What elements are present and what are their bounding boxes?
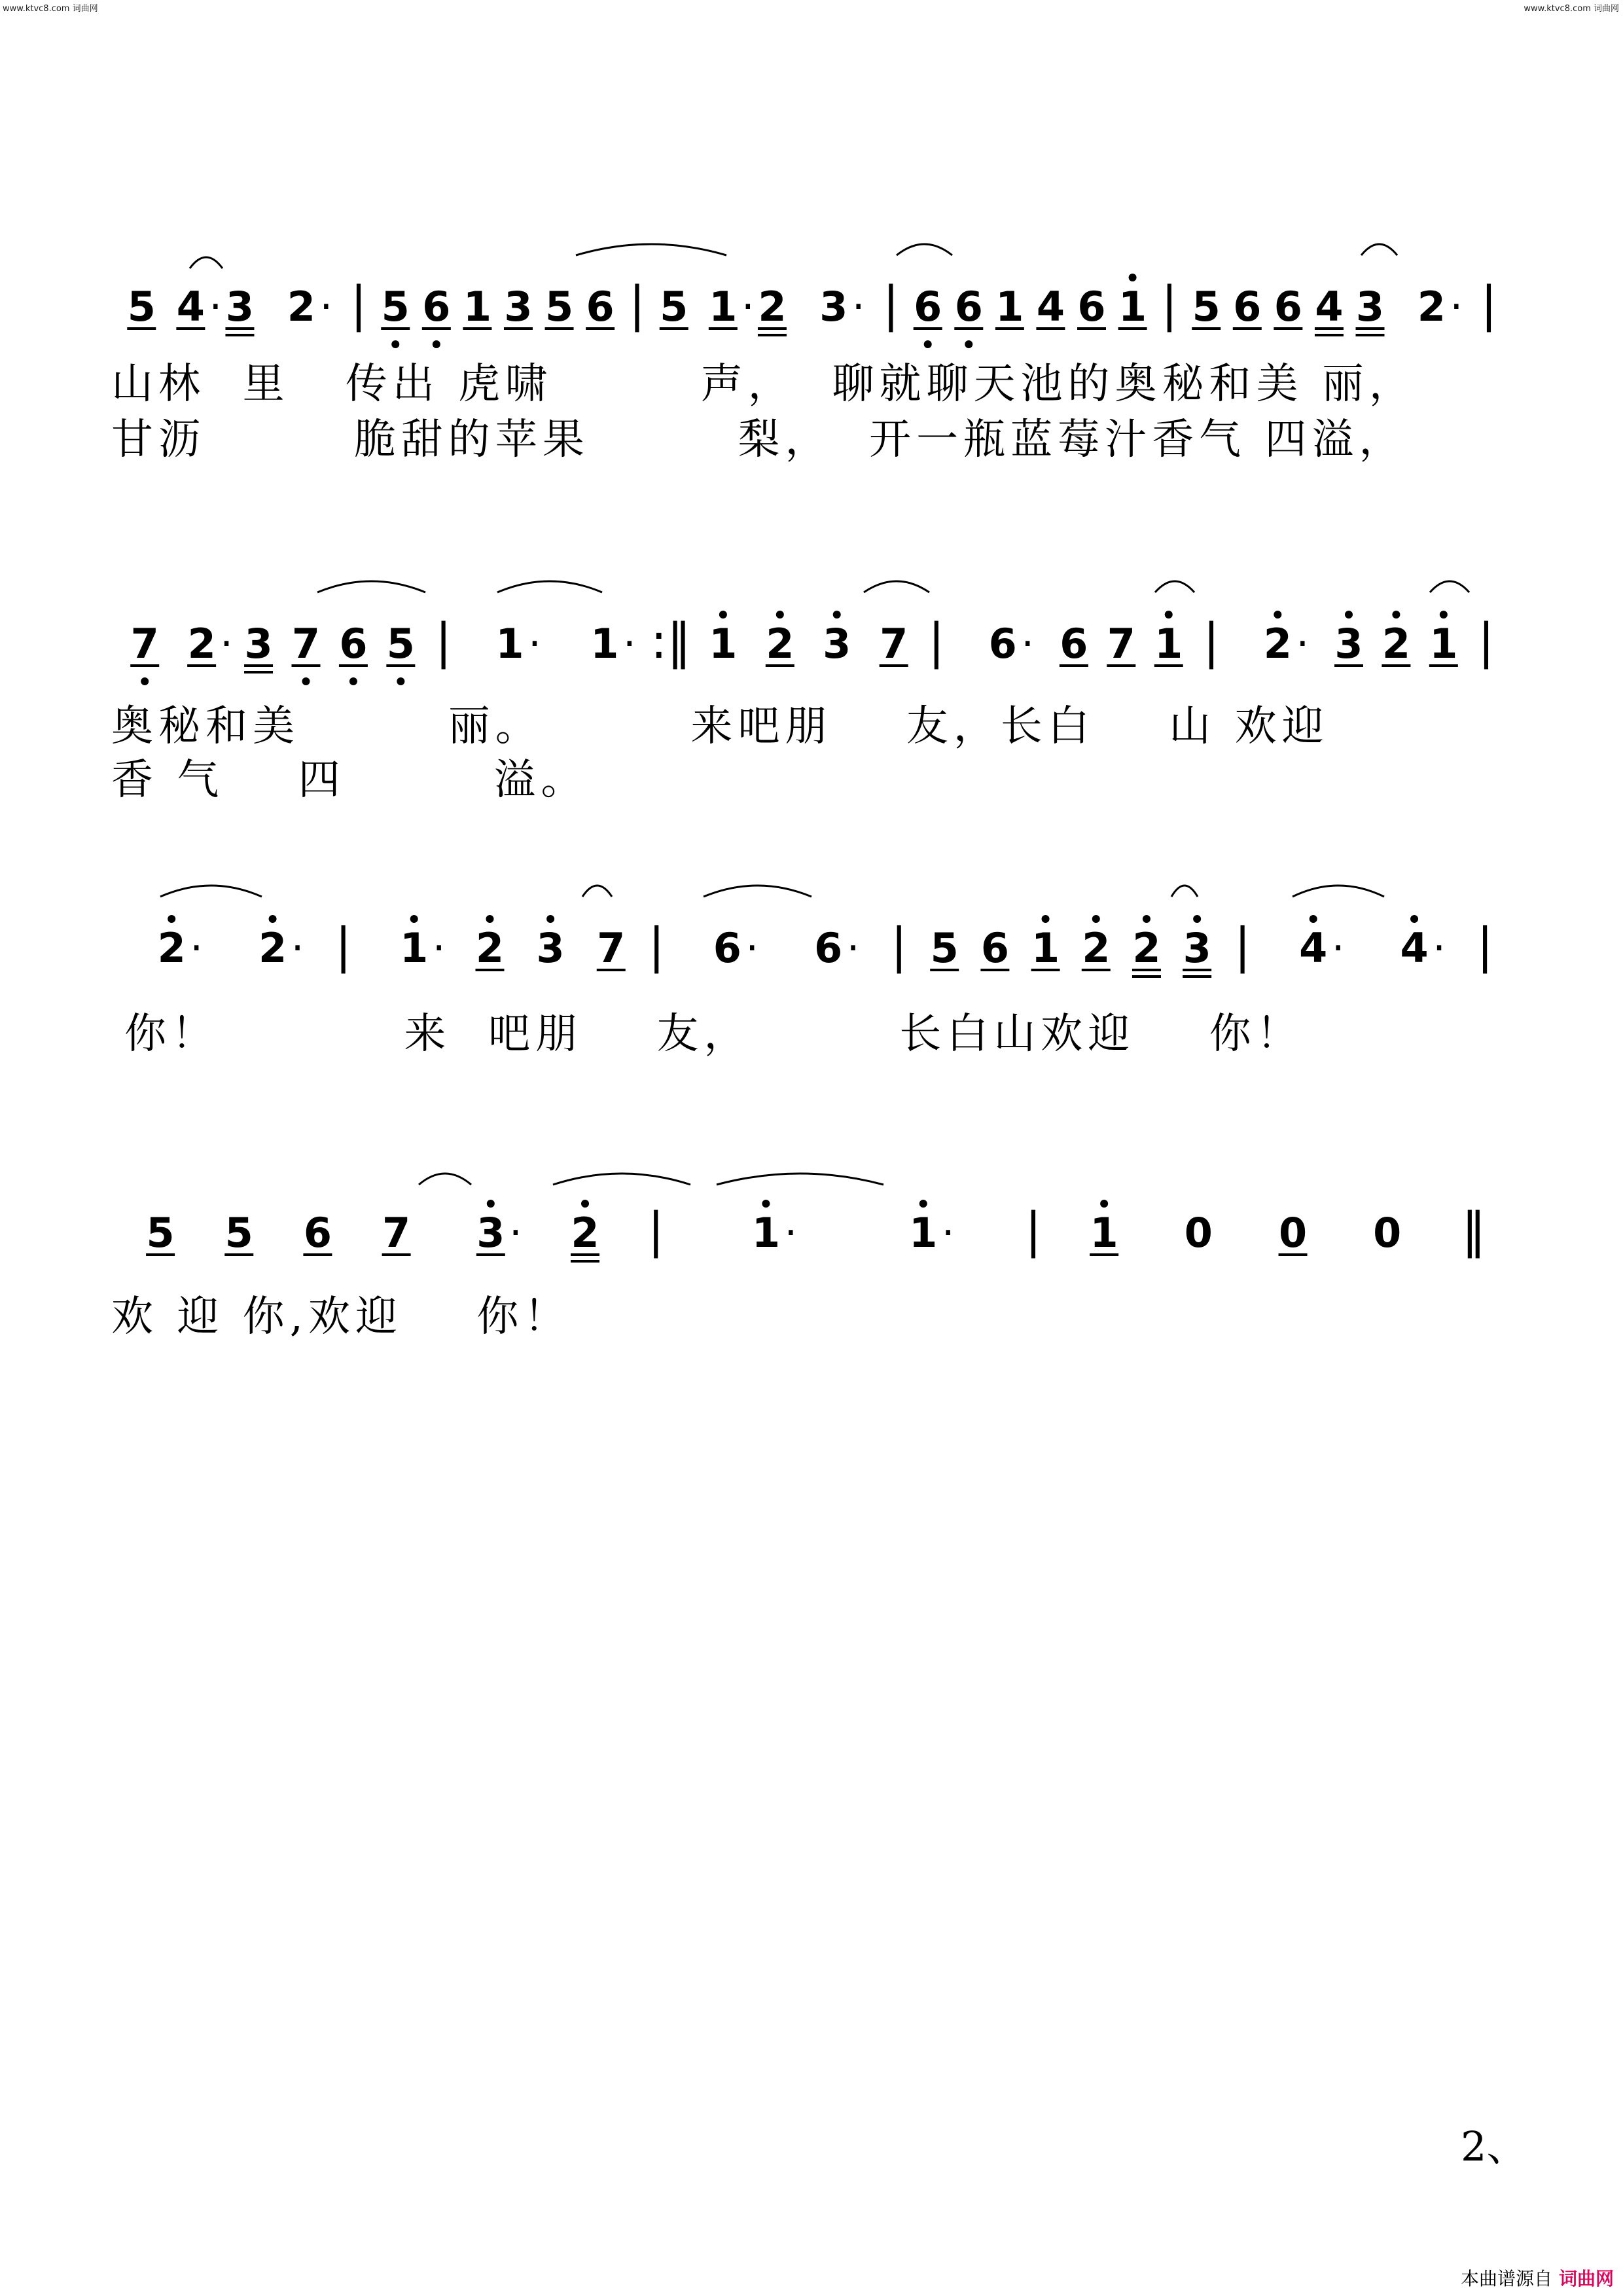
note-digit: 1 <box>590 620 619 668</box>
note-digit: 2 <box>766 620 794 668</box>
note-digit: 3 <box>476 1209 505 1257</box>
note-digit: 6 <box>1060 620 1088 668</box>
lyric-line: 欢 迎 你,欢迎 你！ <box>111 1293 571 1341</box>
note-digit: 3 <box>536 924 565 972</box>
note-digit: 6 <box>988 620 1017 668</box>
dot-duration: · <box>622 620 636 668</box>
barline: | <box>928 613 945 670</box>
barline: | <box>882 276 899 332</box>
note-digit: 2 <box>187 620 216 668</box>
note-digit: 3 <box>1355 283 1385 331</box>
note-digit: 5 <box>660 283 688 331</box>
note-digit: 4 <box>1036 283 1065 331</box>
note-digit: 2 <box>475 924 505 972</box>
note-digit: 4 <box>1400 924 1429 972</box>
note-digit: 6 <box>586 283 615 331</box>
note-digit: 7 <box>597 924 626 972</box>
dot-duration: · <box>528 620 541 668</box>
note-digit: 1 <box>495 620 524 668</box>
note-digit: 6 <box>980 924 1009 972</box>
dot-duration: · <box>319 283 333 331</box>
note-digit: 6 <box>422 283 451 331</box>
dot-duration: · <box>846 924 860 972</box>
dot-duration: · <box>941 1209 955 1257</box>
barline: | <box>1478 613 1495 670</box>
barline: | <box>1480 276 1497 332</box>
note-digit: 1 <box>1031 924 1060 972</box>
lyric-line: 香 气 四 溢。 <box>111 756 588 804</box>
note-digit: 3 <box>819 283 848 331</box>
note-digit: 1 <box>909 1209 938 1257</box>
dot-duration: · <box>190 924 204 972</box>
dot-duration: · <box>1450 283 1463 331</box>
note-digit: 3 <box>1334 620 1363 668</box>
barline: | <box>1203 613 1220 670</box>
barline: | <box>1025 1202 1042 1259</box>
dot-duration: · <box>1433 924 1446 972</box>
header-watermark-right: www.ktvc8.com 词曲网 <box>1524 4 1619 14</box>
lyric-line: 山林 里 传出 虎啸 声， 聊就聊天池的奥秘和美 丽， <box>111 360 1416 408</box>
note-digit: 1 <box>709 283 738 331</box>
footer-source <box>1461 2265 1614 2291</box>
dot-duration: · <box>784 1209 798 1257</box>
note-digit: 6 <box>303 1209 332 1257</box>
footer-site-logo: 词曲网 <box>1558 2268 1614 2289</box>
dot-duration: · <box>1296 620 1310 668</box>
barline: | <box>628 276 645 332</box>
note-digit: 6 <box>1274 283 1302 331</box>
dot-duration: · <box>1021 620 1035 668</box>
note-digit: 2 <box>1382 620 1410 668</box>
header-watermark-left: www.ktvc8.com 词曲网 <box>3 4 98 14</box>
note-digit: 5 <box>127 283 156 331</box>
page-number: 2、 <box>1461 2123 1527 2170</box>
dot-duration: · <box>745 924 759 972</box>
note-digit: 4 <box>1315 283 1344 331</box>
note-digit: 5 <box>386 620 415 668</box>
note-digit: 7 <box>880 620 908 668</box>
note-digit: 7 <box>1107 620 1135 668</box>
barline: | <box>435 613 452 670</box>
note-digit: 0 <box>1373 1209 1402 1257</box>
note-digit: 2 <box>1417 283 1446 331</box>
dot-duration: · <box>508 1209 522 1257</box>
note-digit: 5 <box>1192 283 1221 331</box>
note-digit: 5 <box>930 924 959 972</box>
note-digit: 3 <box>244 620 273 668</box>
note-digit: 1 <box>1090 1209 1118 1257</box>
note-digit: 6 <box>1077 283 1106 331</box>
dot-duration: · <box>851 283 865 331</box>
note-digit: 0 <box>1184 1209 1213 1257</box>
barline: | <box>1234 918 1251 974</box>
note-digit: 6 <box>1233 283 1262 331</box>
note-digit: 5 <box>146 1209 175 1257</box>
note-digit: 2 <box>258 924 287 972</box>
note-digit: 5 <box>544 283 574 331</box>
note-digit: 6 <box>339 620 368 668</box>
barline: | <box>648 918 665 974</box>
note-digit: 2 <box>571 1209 599 1257</box>
note-digit: 4 <box>176 283 205 331</box>
dot-duration: · <box>1331 924 1345 972</box>
note-digit: 2 <box>287 283 315 331</box>
note-digit: 2 <box>1132 924 1161 972</box>
note-digit: 3 <box>225 283 255 331</box>
note-digit: 0 <box>1278 1209 1308 1257</box>
lyric-line: 奥秘和美 丽。 来吧朋 友，长白 山 欢迎 <box>111 702 1329 751</box>
note-digit: 2 <box>758 283 787 331</box>
note-digit: 1 <box>400 924 429 972</box>
note-digit: 5 <box>224 1209 253 1257</box>
note-digit: 1 <box>1154 620 1183 668</box>
barline: | <box>1476 918 1493 974</box>
barline: | <box>350 276 367 332</box>
note-digit: 1 <box>709 620 738 668</box>
dot-duration: · <box>741 283 755 331</box>
dot-duration: · <box>209 283 223 331</box>
dot-duration: · <box>432 924 446 972</box>
note-digit: 4 <box>1299 924 1328 972</box>
note-digit: 1 <box>1429 620 1458 668</box>
lyric-line: 你！ 来 吧朋 友， 长白山欢迎 你！ <box>124 1010 1304 1058</box>
note-digit: 6 <box>814 924 843 972</box>
barline: :‖ <box>651 613 692 670</box>
note-digit: 6 <box>954 283 983 331</box>
note-digit: 2 <box>1263 620 1292 668</box>
note-digit: 3 <box>823 620 851 668</box>
note-digit: 7 <box>130 620 159 668</box>
lyric-line: 甘沥 脆甜的苹果 梨， 开一瓶蓝莓汁香气 四溢， <box>111 416 1406 464</box>
note-digit: 6 <box>914 283 942 331</box>
note-digit: 7 <box>382 1209 411 1257</box>
note-digit: 3 <box>504 283 533 331</box>
dot-duration: · <box>220 620 233 668</box>
note-digit: 3 <box>1183 924 1211 972</box>
barline: ‖ <box>1461 1202 1486 1259</box>
barline: | <box>647 1202 664 1259</box>
note-digit: 2 <box>157 924 186 972</box>
note-digit: 1 <box>463 283 491 331</box>
note-digit: 2 <box>1082 924 1111 972</box>
note-digit: 7 <box>291 620 321 668</box>
barline: | <box>1161 276 1178 332</box>
dot-duration: · <box>291 924 304 972</box>
note-digit: 5 <box>381 283 410 331</box>
barline: | <box>891 918 908 974</box>
note-digit: 6 <box>713 924 741 972</box>
note-digit: 1 <box>1118 283 1147 331</box>
note-digit: 1 <box>995 283 1024 331</box>
barline: | <box>335 918 352 974</box>
note-digit: 1 <box>751 1209 780 1257</box>
footer-source-text: 本曲谱源自 <box>1460 2268 1552 2289</box>
